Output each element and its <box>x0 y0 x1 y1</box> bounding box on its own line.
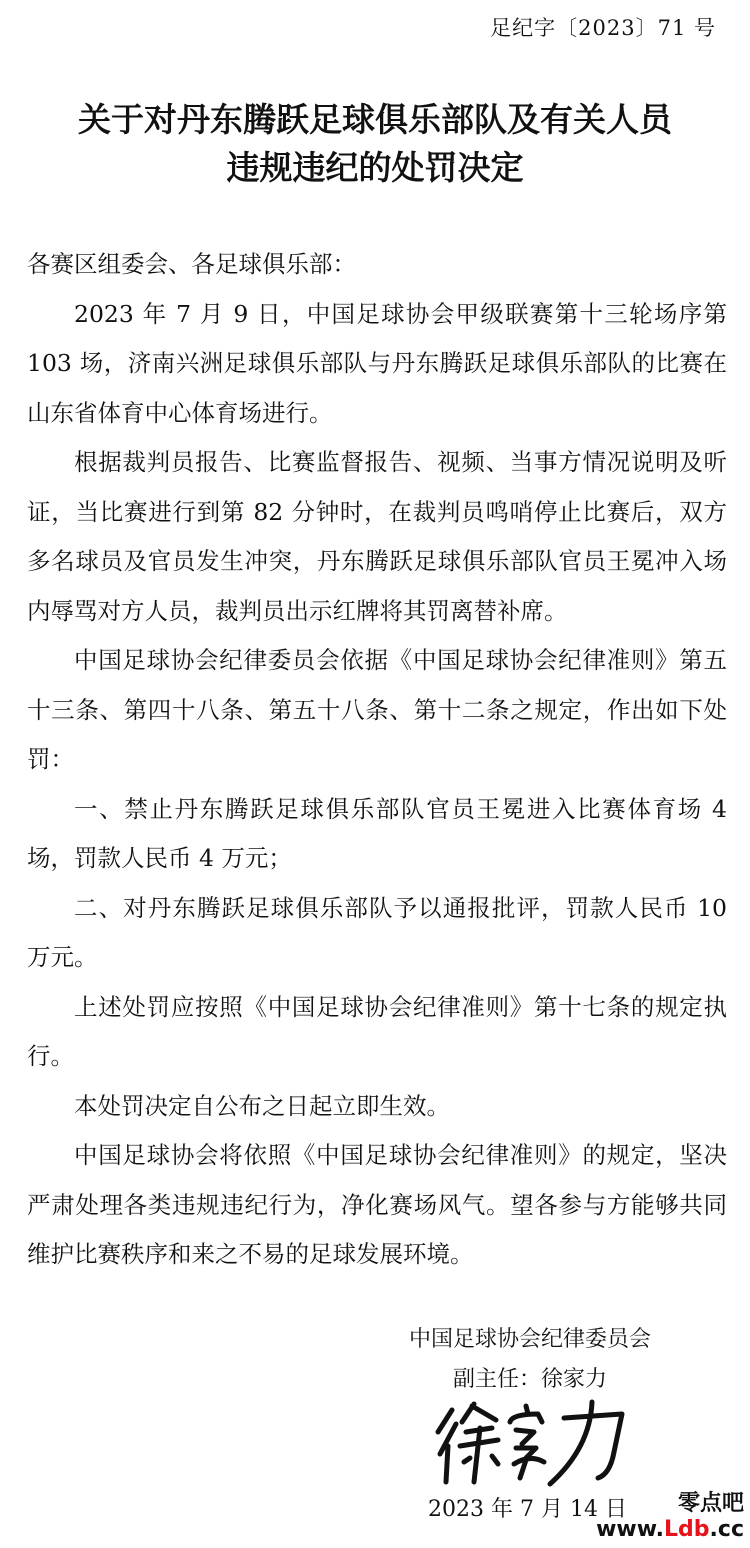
paragraph-closing: 中国足球协会将依照《中国足球协会纪律准则》的规定，坚决严肃处理各类违规违纪行为，净化赛场风气。望各参与方能够共同维护比赛秩序和来之不易的足球发展环境。 <box>27 1141 727 1268</box>
watermark-url-brand: Ldb <box>664 1517 710 1542</box>
watermark-url-suffix: .cc <box>709 1517 744 1542</box>
paragraph-legal-basis: 中国足球协会纪律委员会依据《中国足球协会纪律准则》第五十三条、第四十八条、第五十八条、第十二条之规定，作出如下处罚： <box>27 646 727 773</box>
signatory-title: 副主任：徐家力 <box>452 1367 607 1392</box>
site-watermark <box>596 1486 744 1542</box>
signature-block <box>360 1320 700 1400</box>
issuer: 中国足球协会纪律委员会 <box>408 1327 651 1352</box>
watermark-url <box>596 1517 744 1542</box>
paragraph-execution: 上述处罚应按照《中国足球协会纪律准则》第十七条的规定执行。 <box>27 992 727 1070</box>
paragraph-effective: 本处罚决定自公布之日起立即生效。 <box>74 1091 450 1120</box>
document-number: 足纪字〔2023〕71 号 <box>490 16 716 40</box>
document-body <box>27 240 727 1280</box>
title-line-1: 关于对丹东腾跃足球俱乐部队及有关人员 <box>78 100 672 139</box>
issue-date: 2023 年 7 月 14 日 <box>428 1497 627 1522</box>
handwritten-signature <box>430 1398 630 1488</box>
document-title <box>0 96 750 192</box>
title-line-2: 违规违纪的处罚决定 <box>226 148 524 187</box>
watermark-site-name: 零点吧 <box>677 1491 744 1516</box>
paragraph-penalty-1: 一、禁止丹东腾跃足球俱乐部队官员王冕进入比赛体育场 4 场，罚款人民币 4 万元； <box>27 794 727 872</box>
paragraph-incident: 根据裁判员报告、比赛监督报告、视频、当事方情况说明及听证，当比赛进行到第 82 分钟时，在裁判员鸣哨停止比赛后，双方多名球员及官员发生冲突，丹东腾跃足球俱乐部队官员王冕冲入场内辱骂对方人员，裁判员出示红牌将其罚离替补席。 <box>27 448 727 625</box>
watermark-url-prefix: www. <box>596 1517 665 1542</box>
paragraph-match-info: 2023 年 7 月 9 日，中国足球协会甲级联赛第十三轮场序第 103 场，济南兴洲足球俱乐部队与丹东腾跃足球俱乐部队的比赛在山东省体育中心体育场进行。 <box>27 299 727 427</box>
salutation: 各赛区组委会、各足球俱乐部： <box>27 250 356 278</box>
paragraph-penalty-2: 二、对丹东腾跃足球俱乐部队予以通报批评，罚款人民币 10 万元。 <box>27 893 727 971</box>
